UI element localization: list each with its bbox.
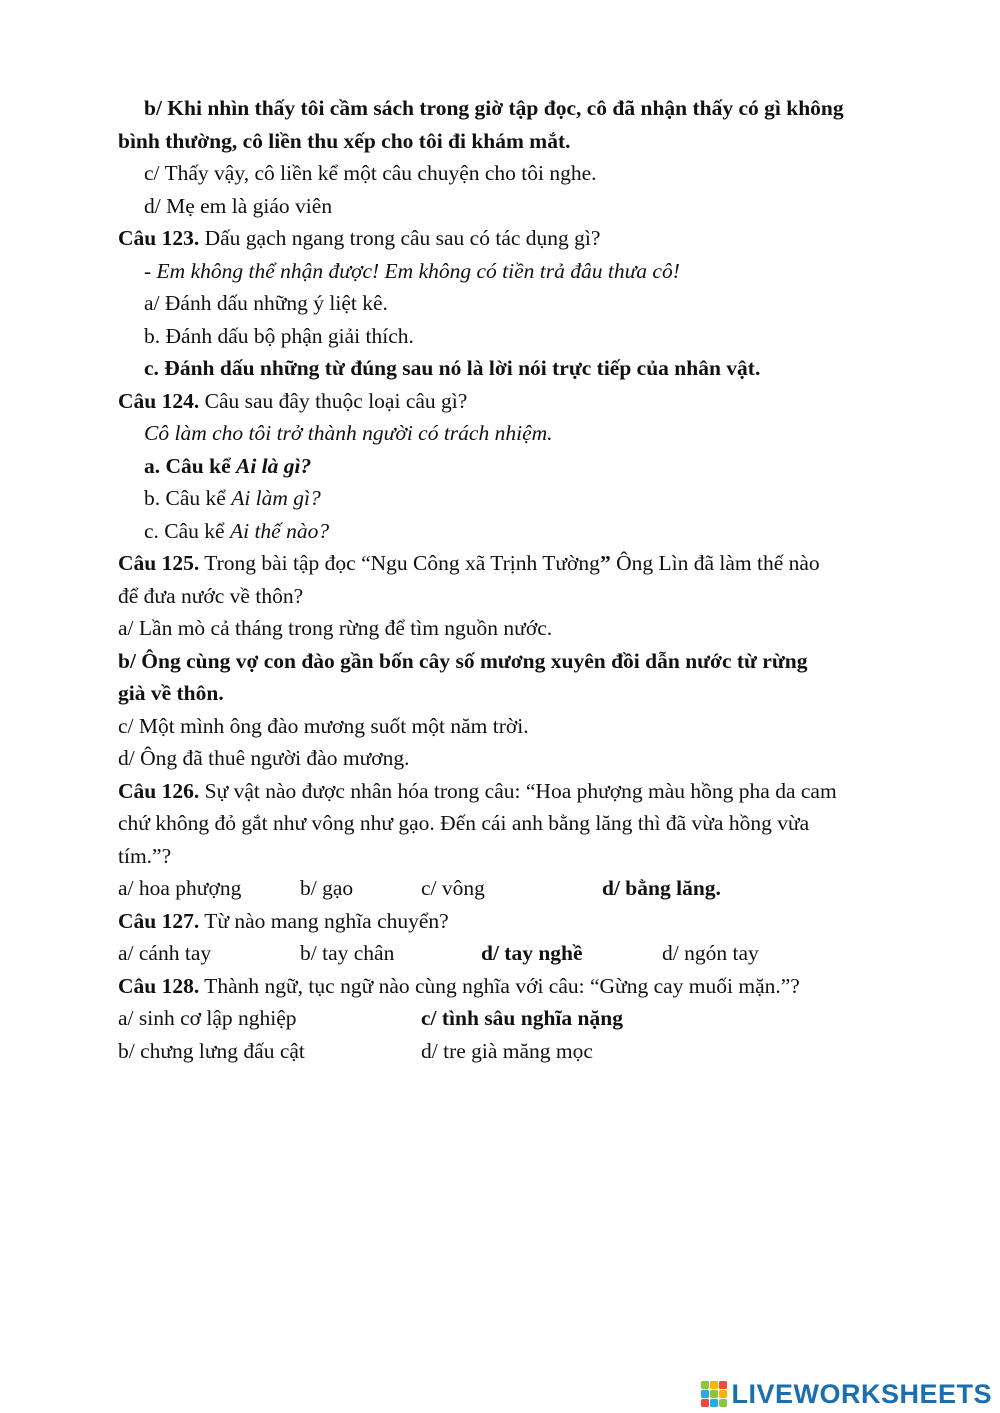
option-italic: Ai thế nào? xyxy=(229,519,330,543)
q125-option-b-answer-cont[interactable]: già về thôn. xyxy=(118,681,224,705)
option-italic: Ai là gì? xyxy=(235,454,312,478)
question-124 xyxy=(118,385,918,417)
question-126 xyxy=(118,775,918,807)
q123-option-a[interactable]: a/ Đánh dấu những ý liệt kê. xyxy=(144,291,388,315)
answer-line-d: d/ Mẹ em là giáo viên xyxy=(144,194,333,218)
question-126-cont-2: tím.”? xyxy=(118,844,172,868)
q127-option-b[interactable]: b/ tay chân xyxy=(300,941,395,965)
q124-quote: Cô làm cho tôi trở thành người có trách nhiệm. xyxy=(144,421,553,445)
question-text: Câu sau đây thuộc loại câu gì? xyxy=(199,389,468,413)
question-text: Dấu gạch ngang trong câu sau có tác dụng gì? xyxy=(199,226,601,250)
q127-option-d[interactable]: d/ ngón tay xyxy=(662,941,759,965)
option-prefix: c. Câu kể xyxy=(144,519,230,543)
question-128 xyxy=(118,970,918,1002)
q126-option-d-answer[interactable]: d/ bằng lăng. xyxy=(602,876,721,900)
q125-option-d[interactable]: d/ Ông đã thuê người đào mương. xyxy=(118,746,410,770)
q127-option-c-answer[interactable]: d/ tay nghề xyxy=(481,941,583,965)
q123-option-c-answer[interactable]: c. Đánh dấu những từ đúng sau nó là lời nói trực tiếp của nhân vật. xyxy=(144,356,761,380)
close-quote: ” xyxy=(599,551,611,575)
question-label: Câu 128. xyxy=(118,974,200,998)
q125-option-c[interactable]: c/ Một mình ông đào mương suốt một năm trời. xyxy=(118,714,529,738)
q124-option-c[interactable] xyxy=(144,515,944,547)
q128-option-b[interactable]: b/ chưng lưng đấu cật xyxy=(118,1039,305,1063)
question-text: Trong bài tập đọc “Ngu Công xã Trịnh Tường xyxy=(199,551,600,575)
question-label: Câu 127. xyxy=(118,909,200,933)
question-text: Sự vật nào được nhân hóa trong câu: “Hoa phượng màu hồng pha da cam xyxy=(199,779,837,803)
q126-option-b[interactable]: b/ gạo xyxy=(300,876,354,900)
question-123 xyxy=(118,222,918,254)
question-126-cont-1: chứ không đỏ gắt như vông như gạo. Đến cái anh bằng lăng thì đã vừa hồng vừa xyxy=(118,811,810,835)
option-prefix: a. Câu kể xyxy=(144,454,236,478)
q126-option-c[interactable]: c/ vông xyxy=(421,876,485,900)
brand-name: LIVEWORKSHEETS xyxy=(731,1378,992,1409)
q128-option-d[interactable]: d/ tre già măng mọc xyxy=(421,1039,593,1063)
q126-option-a[interactable]: a/ hoa phượng xyxy=(118,876,242,900)
question-text-2: Ông Lìn đã làm thế nào xyxy=(610,551,820,575)
q124-option-a-answer[interactable] xyxy=(144,450,944,482)
q128-option-c-answer[interactable]: c/ tình sâu nghĩa nặng xyxy=(421,1006,623,1030)
liveworksheets-logo-icon xyxy=(701,1381,727,1407)
question-label: Câu 124. xyxy=(118,389,200,413)
question-125 xyxy=(118,547,918,579)
question-127 xyxy=(118,905,918,937)
q123-quote: - Em không thể nhận được! Em không có tiền trả đâu thưa cô! xyxy=(144,259,680,283)
option-prefix: b. Câu kể xyxy=(144,486,232,510)
q127-option-a[interactable]: a/ cánh tay xyxy=(118,941,212,965)
q125-option-a[interactable]: a/ Lần mò cả tháng trong rừng để tìm nguồn nước. xyxy=(118,616,553,640)
question-label: Câu 123. xyxy=(118,226,200,250)
option-italic: Ai làm gì? xyxy=(231,486,321,510)
answer-line-c: c/ Thấy vậy, cô liền kể một câu chuyện cho tôi nghe. xyxy=(144,161,597,185)
answer-line-b-cont: bình thường, cô liền thu xếp cho tôi đi khám mắt. xyxy=(118,129,571,153)
q125-option-b-answer[interactable]: b/ Ông cùng vợ con đào gần bốn cây số mương xuyên đồi dẫn nước từ rừng xyxy=(118,649,808,673)
question-text: Thành ngữ, tục ngữ nào cùng nghĩa với câu: “Gừng cay muối mặn.”? xyxy=(199,974,800,998)
question-125-cont: để đưa nước về thôn? xyxy=(118,584,304,608)
question-label: Câu 125. xyxy=(118,551,200,575)
question-label: Câu 126. xyxy=(118,779,200,803)
q123-option-b[interactable]: b. Đánh dấu bộ phận giải thích. xyxy=(144,324,414,348)
question-text: Từ nào mang nghĩa chuyển? xyxy=(199,909,449,933)
q124-option-b[interactable] xyxy=(144,482,944,514)
q128-option-a[interactable]: a/ sinh cơ lập nghiệp xyxy=(118,1006,297,1030)
liveworksheets-brand[interactable] xyxy=(701,1377,992,1411)
answer-line-b-bold: b/ Khi nhìn thấy tôi cầm sách trong giờ tập đọc, cô đã nhận thấy có gì không xyxy=(144,96,844,120)
